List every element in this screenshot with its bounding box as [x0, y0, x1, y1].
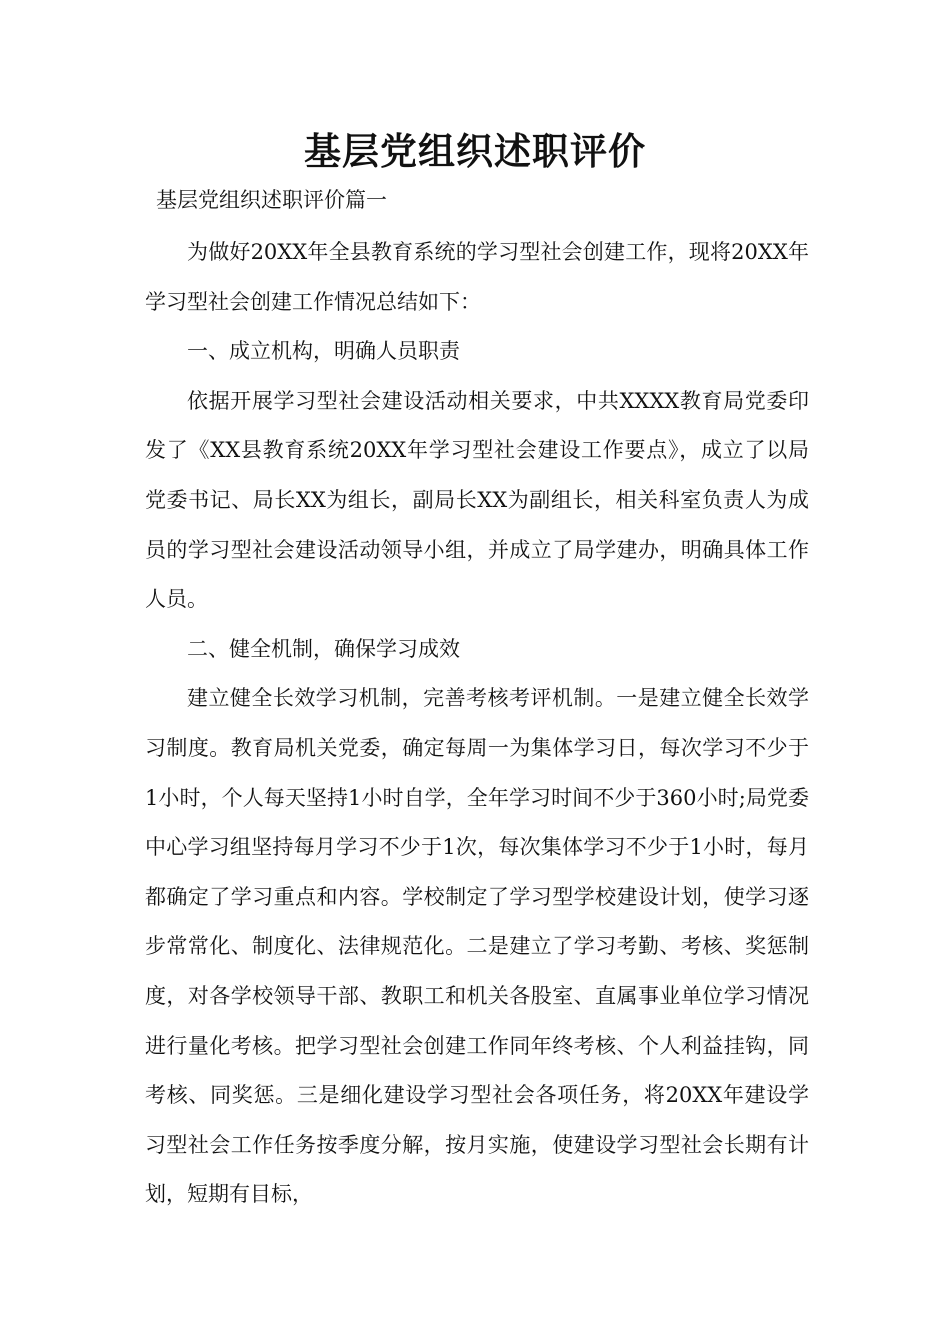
intro-paragraph: 为做好20XX年全县教育系统的学习型社会创建工作，现将20XX年学习型社会创建工作情况总结如下：: [145, 240, 809, 314]
section-2-paragraph: 建立健全长效学习机制，完善考核考评机制。一是建立健全长效学习制度。教育局机关党委，确定每周一为集体学习日，每次学习不少于1小时，个人每天坚持1小时自学，全年学习时间不少于360小时;局党委中心学习组坚持每月学习不少于1次，每次集体学习不少于1小时，每月都确定了学习重点和内容。学校制定了学习型学校建设计划，使学习逐步常常化、制度化、法律规范化。二是建立了学习考勤、考核、奖惩制度，对各学校领导干部、教职工和机关各股室、直属事业单位学习情况进行量化考核。把学习型社会创建工作同年终考核、个人利益挂钩，同考核、同奖惩。三是细化建设学习型社会各项任务，将20XX年建设学习型社会工作任务按季度分解，按月实施，使建设学习型社会长期有计划，短期有目标，: [145, 686, 809, 1207]
section-1-paragraph: 依据开展学习型社会建设活动相关要求，中共XXXX教育局党委印发了《XX县教育系统20XX年学习型社会建设工作要点》，成立了以局党委书记、局长XX为组长，副局长XX为副组长，相关科室负责人为成员的学习型社会建设活动领导小组，并成立了局学建办，明确具体工作人员。: [145, 388, 809, 612]
document-body: [145, 228, 809, 1220]
document-subtitle: 基层党组织述职评价篇一: [156, 188, 387, 212]
section-heading-2: 二、健全机制，确保学习成效: [187, 636, 460, 661]
document-title: 基层党组织述职评价: [304, 130, 646, 173]
section-heading-1: 一、成立机构，明确人员职责: [187, 339, 460, 364]
